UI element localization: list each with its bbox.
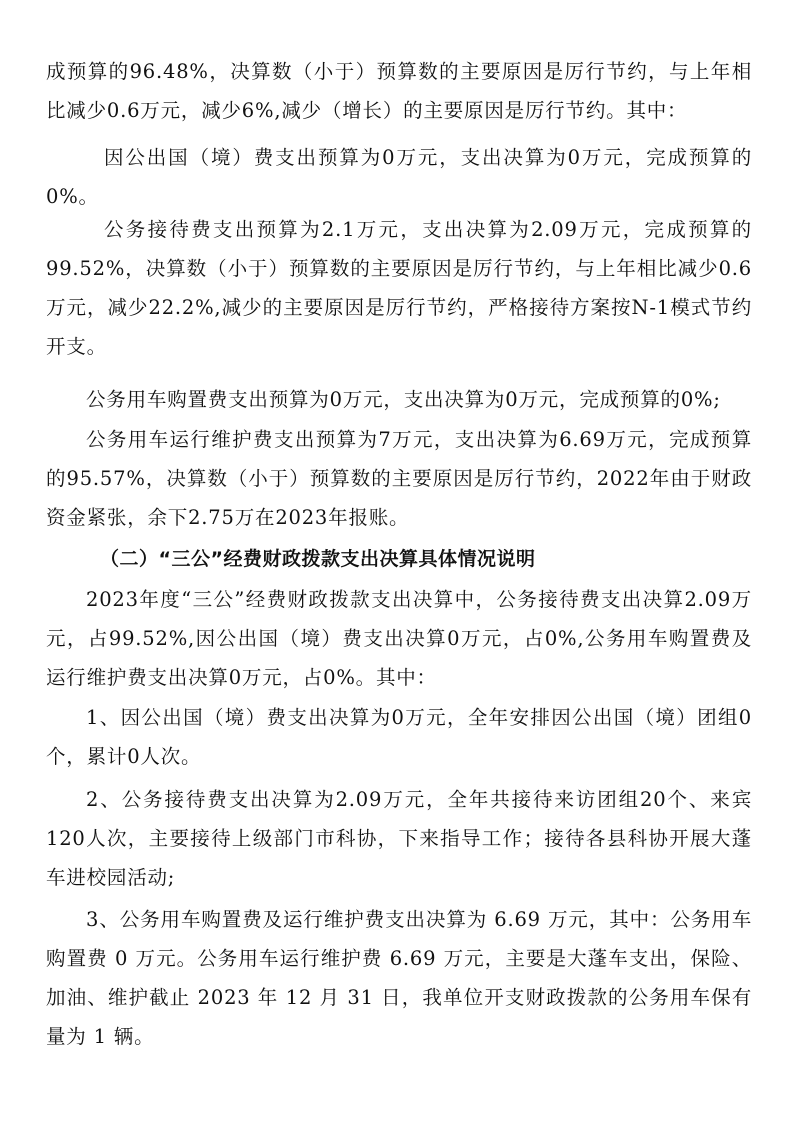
section-heading: （二）“三公”经费财政拨款支出决算具体情况说明	[100, 548, 536, 570]
list-item-3: 3、公务用车购置费及运行维护费支出决算为 6.69 万元，其中：公务用车购置费 0 万元。公务用车运行维护费 6.69 万元，主要是大蓬车支出，保险、加油、维护截止 2023 年 12 月 31 日，我单位开支财政拨款的公务用车保有量为 1 辆。	[46, 908, 752, 1048]
paragraph-vehicle-maintenance: 公务用车运行维护费支出预算为7万元，支出决算为6.69万元，完成预算的95.57%，决算数（小于）预算数的主要原因是厉行节约，2022年由于财政资金紧张，余下2.75万在2023年报账。	[46, 428, 752, 529]
list-item-1: 1、因公出国（境）费支出决算为0万元，全年安排因公出国（境）团组0个，累计0人次。	[46, 706, 752, 768]
paragraph-overseas-travel: 因公出国（境）费支出预算为0万元，支出决算为0万元，完成预算的0%。	[46, 146, 752, 208]
list-item-2: 2、公务接待费支出决算为2.09万元，全年共接待来访团组20个、来宾120人次，主要接待上级部门市科协，下来指导工作；接待各县科协开展大蓬车进校园活动;	[46, 788, 752, 889]
paragraph-summary: 2023年度“三公”经费财政拨款支出决算中，公务接待费支出决算2.09万元，占99.52%,因公出国（境）费支出决算0万元，占0%,公务用车购置费及运行维护费支出决算0万元，占0%。其中：	[46, 588, 752, 689]
paragraph-continuation: 成预算的96.48%，决算数（小于）预算数的主要原因是厉行节约，与上年相比减少0.6万元，减少6%,减少（增长）的主要原因是厉行节约。其中：	[46, 60, 752, 122]
paragraph-vehicle-purchase: 公务用车购置费支出预算为0万元，支出决算为0万元，完成预算的0%;	[86, 388, 721, 411]
paragraph-reception: 公务接待费支出预算为2.1万元，支出决算为2.09万元，完成预算的99.52%，决算数（小于）预算数的主要原因是厉行节约，与上年相比减少0.6万元，减少22.2%,减少的主要原因是厉行节约，严格接待方案按N-1模式节约开支。	[46, 218, 752, 358]
